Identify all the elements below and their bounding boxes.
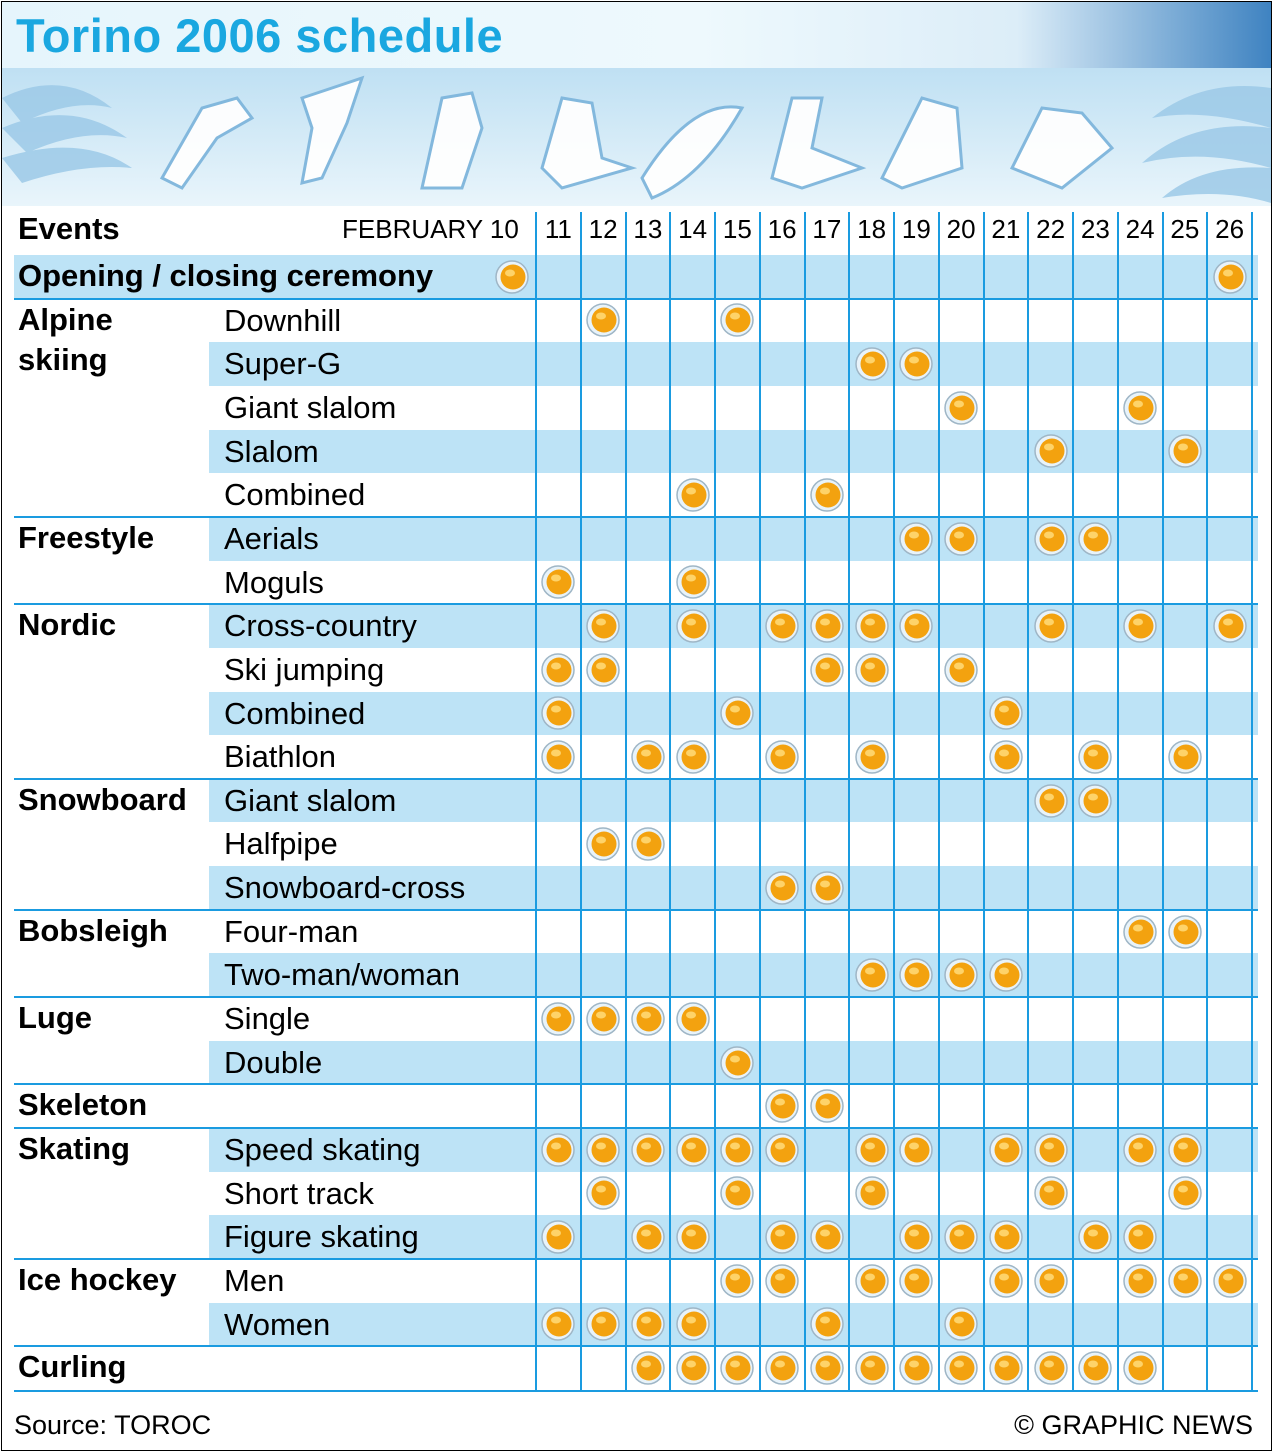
event-day-dot <box>585 652 621 688</box>
event-day-dot <box>675 739 711 775</box>
event-day-dot <box>1033 783 1069 819</box>
day-column-rule <box>580 212 582 1390</box>
event-day-dot <box>1167 914 1203 950</box>
row-band <box>209 342 1258 386</box>
event-day-dot <box>540 1306 576 1342</box>
event-day-dot <box>1077 521 1113 557</box>
day-column-rule <box>804 212 806 1390</box>
event-label: Short track <box>224 1175 374 1211</box>
event-day-dot <box>988 957 1024 993</box>
event-day-dot <box>630 1001 666 1037</box>
day-label: 21 <box>991 214 1021 244</box>
event-label: Biathlon <box>224 739 337 775</box>
event-label: Ski jumping <box>224 651 385 687</box>
day-label: 11 <box>544 214 572 244</box>
event-day-dot <box>719 1132 755 1168</box>
category-label: Curling <box>18 1349 127 1385</box>
event-label: Four-man <box>224 913 359 949</box>
event-day-dot <box>1122 1219 1158 1255</box>
event-day-dot <box>585 1132 621 1168</box>
event-day-dot <box>540 739 576 775</box>
event-day-dot <box>540 1001 576 1037</box>
day-column-rule <box>1251 212 1253 1390</box>
day-label: 16 <box>767 214 797 244</box>
category-label: Alpine skiing <box>18 301 113 377</box>
event-day-dot <box>898 608 934 644</box>
event-label: Women <box>224 1306 331 1342</box>
event-label: Men <box>224 1262 285 1298</box>
event-day-dot <box>1212 259 1248 295</box>
event-day-dot <box>1167 1175 1203 1211</box>
event-day-dot <box>719 695 755 731</box>
day-column-rule <box>893 212 895 1390</box>
event-day-dot <box>943 1306 979 1342</box>
event-day-dot <box>675 1306 711 1342</box>
event-day-dot <box>719 1263 755 1299</box>
event-day-dot <box>1167 739 1203 775</box>
event-day-dot <box>1122 1350 1158 1386</box>
event-day-dot <box>585 608 621 644</box>
event-day-dot <box>675 1001 711 1037</box>
day-column-rule <box>1162 212 1164 1390</box>
category-label: Skeleton <box>18 1087 148 1123</box>
event-day-dot <box>943 957 979 993</box>
event-label: Cross-country <box>224 608 417 644</box>
event-day-dot <box>898 1132 934 1168</box>
event-day-dot <box>764 739 800 775</box>
header-row <box>2 208 1271 252</box>
event-day-dot <box>943 390 979 426</box>
event-day-dot <box>1122 1132 1158 1168</box>
event-day-dot <box>943 652 979 688</box>
category-label: Freestyle <box>18 519 155 555</box>
event-day-dot <box>1033 608 1069 644</box>
event-day-dot <box>854 957 890 993</box>
event-day-dot <box>854 1350 890 1386</box>
event-day-dot <box>1033 1175 1069 1211</box>
event-day-dot <box>988 1350 1024 1386</box>
day-column-rule <box>625 212 627 1390</box>
event-day-dot <box>898 521 934 557</box>
event-day-dot <box>1212 1263 1248 1299</box>
row-band <box>209 430 1258 474</box>
category-label: Ice hockey <box>18 1261 177 1297</box>
event-day-dot <box>943 1219 979 1255</box>
event-day-dot <box>630 739 666 775</box>
event-label: Giant slalom <box>224 389 397 425</box>
event-day-dot <box>764 1088 800 1124</box>
event-label: Downhill <box>224 302 342 338</box>
event-label: Snowboard-cross <box>224 870 466 906</box>
event-day-dot <box>809 608 845 644</box>
event-day-dot <box>854 608 890 644</box>
event-day-dot <box>675 1219 711 1255</box>
event-day-dot <box>854 1132 890 1168</box>
title-bar <box>2 2 1271 68</box>
event-label: Slalom <box>224 433 319 469</box>
category-label: Nordic <box>18 607 117 643</box>
event-label: Double <box>224 1044 323 1080</box>
schedule-table <box>2 208 1271 1394</box>
event-day-dot <box>1122 1263 1158 1299</box>
event-day-dot <box>764 870 800 906</box>
event-day-dot <box>1122 390 1158 426</box>
event-day-dot <box>988 695 1024 731</box>
category-label: Bobsleigh <box>18 912 168 948</box>
day-label: 12 <box>588 214 618 244</box>
event-day-dot <box>719 1175 755 1211</box>
event-day-dot <box>1167 1263 1203 1299</box>
event-day-dot <box>764 608 800 644</box>
event-label: Aerials <box>224 520 319 556</box>
event-label: Halfpipe <box>224 826 338 862</box>
day-label: 17 <box>812 214 842 244</box>
day-column-rule <box>1027 212 1029 1390</box>
event-day-dot <box>809 1088 845 1124</box>
event-day-dot <box>764 1132 800 1168</box>
event-day-dot <box>1077 1219 1113 1255</box>
event-day-dot <box>540 1219 576 1255</box>
category-label: Skating <box>18 1131 130 1166</box>
event-day-dot <box>1033 521 1069 557</box>
event-day-dot <box>540 695 576 731</box>
event-day-dot <box>1077 739 1113 775</box>
event-day-dot <box>630 1219 666 1255</box>
event-day-dot <box>630 826 666 862</box>
event-day-dot <box>898 1219 934 1255</box>
day-column-rule <box>714 212 716 1390</box>
event-day-dot <box>719 1350 755 1386</box>
event-day-dot <box>630 1306 666 1342</box>
event-day-dot <box>764 1263 800 1299</box>
chart-title: Torino 2006 schedule <box>16 9 504 62</box>
event-day-dot <box>585 302 621 338</box>
event-day-dot <box>1212 608 1248 644</box>
day-column-rule <box>759 212 761 1390</box>
event-day-dot <box>988 1219 1024 1255</box>
event-day-dot <box>1033 433 1069 469</box>
event-day-dot <box>943 521 979 557</box>
day-label: 19 <box>901 214 931 244</box>
event-day-dot <box>809 870 845 906</box>
event-day-dot <box>540 564 576 600</box>
day-label: 18 <box>857 214 887 244</box>
day-column-rule <box>535 212 537 1390</box>
event-day-dot <box>719 302 755 338</box>
day-column-rule <box>669 212 671 1390</box>
event-day-dot <box>675 1350 711 1386</box>
event-day-dot <box>854 1175 890 1211</box>
event-day-dot <box>809 1306 845 1342</box>
event-day-dot <box>854 652 890 688</box>
day-label: 22 <box>1036 214 1066 244</box>
row-band <box>209 1303 1258 1347</box>
day-label: 14 <box>678 214 708 244</box>
event-day-dot <box>988 739 1024 775</box>
day-label: 24 <box>1125 214 1155 244</box>
sports-banner <box>2 68 1271 206</box>
event-day-dot <box>1122 914 1158 950</box>
event-day-dot <box>988 1263 1024 1299</box>
event-day-dot <box>1167 1132 1203 1168</box>
event-day-dot <box>675 564 711 600</box>
event-label: Figure skating <box>224 1219 419 1255</box>
day-column-rule <box>1206 212 1208 1390</box>
event-day-dot <box>1167 433 1203 469</box>
category-label: Luge <box>18 1000 93 1036</box>
day-label: 25 <box>1170 214 1200 244</box>
event-label: Super-G <box>224 346 342 382</box>
day-column-rule <box>848 212 850 1390</box>
event-day-dot <box>1077 783 1113 819</box>
event-day-dot <box>809 652 845 688</box>
event-day-dot <box>809 1219 845 1255</box>
event-day-dot <box>1033 1132 1069 1168</box>
event-label: Two-man/woman <box>224 957 461 993</box>
event-day-dot <box>1033 1350 1069 1386</box>
event-label: Combined <box>224 695 366 731</box>
day-label: 13 <box>633 214 663 244</box>
bottom-rule <box>14 1390 1258 1392</box>
event-day-dot <box>898 957 934 993</box>
event-day-dot <box>898 1263 934 1299</box>
event-day-dot <box>1122 608 1158 644</box>
day-label: 26 <box>1215 214 1245 244</box>
event-day-dot <box>764 1350 800 1386</box>
event-day-dot <box>630 1350 666 1386</box>
event-label: Single <box>224 1001 311 1037</box>
event-day-dot <box>988 1132 1024 1168</box>
event-day-dot <box>585 826 621 862</box>
source-note: Source: TOROC <box>14 1410 212 1440</box>
event-day-dot <box>675 1132 711 1168</box>
category-label: Opening / closing ceremony <box>18 258 434 293</box>
event-day-dot <box>585 1306 621 1342</box>
infographic-frame <box>1 1 1272 1451</box>
day-label: 15 <box>722 214 752 244</box>
day-label: 23 <box>1080 214 1110 244</box>
event-day-dot <box>854 1263 890 1299</box>
event-day-dot <box>540 1132 576 1168</box>
day-column-rule <box>1072 212 1074 1390</box>
event-day-dot <box>1033 1263 1069 1299</box>
day-column-rule <box>983 212 985 1390</box>
event-day-dot <box>630 1132 666 1168</box>
event-day-dot <box>898 346 934 382</box>
events-label: Events <box>18 211 120 246</box>
day-column-rule <box>1117 212 1119 1390</box>
event-day-dot <box>898 1350 934 1386</box>
event-day-dot <box>809 477 845 513</box>
event-day-dot <box>494 259 530 295</box>
event-day-dot <box>764 1219 800 1255</box>
event-day-dot <box>943 1350 979 1386</box>
event-day-dot <box>719 1045 755 1081</box>
day-column-rule <box>938 212 940 1390</box>
event-day-dot <box>854 739 890 775</box>
event-day-dot <box>809 1350 845 1386</box>
event-day-dot <box>675 608 711 644</box>
event-label: Moguls <box>224 564 324 600</box>
event-day-dot <box>675 477 711 513</box>
event-day-dot <box>540 652 576 688</box>
event-day-dot <box>585 1175 621 1211</box>
day-label: 20 <box>946 214 976 244</box>
event-label: Speed skating <box>224 1132 421 1167</box>
month-label: FEBRUARY 10 <box>342 214 519 244</box>
event-label: Combined <box>224 477 366 513</box>
event-day-dot <box>1077 1350 1113 1386</box>
event-label: Giant slalom <box>224 782 397 818</box>
category-label: Snowboard <box>18 781 187 817</box>
event-day-dot <box>854 346 890 382</box>
credit-note: © GRAPHIC NEWS <box>1014 1410 1253 1440</box>
event-day-dot <box>585 1001 621 1037</box>
